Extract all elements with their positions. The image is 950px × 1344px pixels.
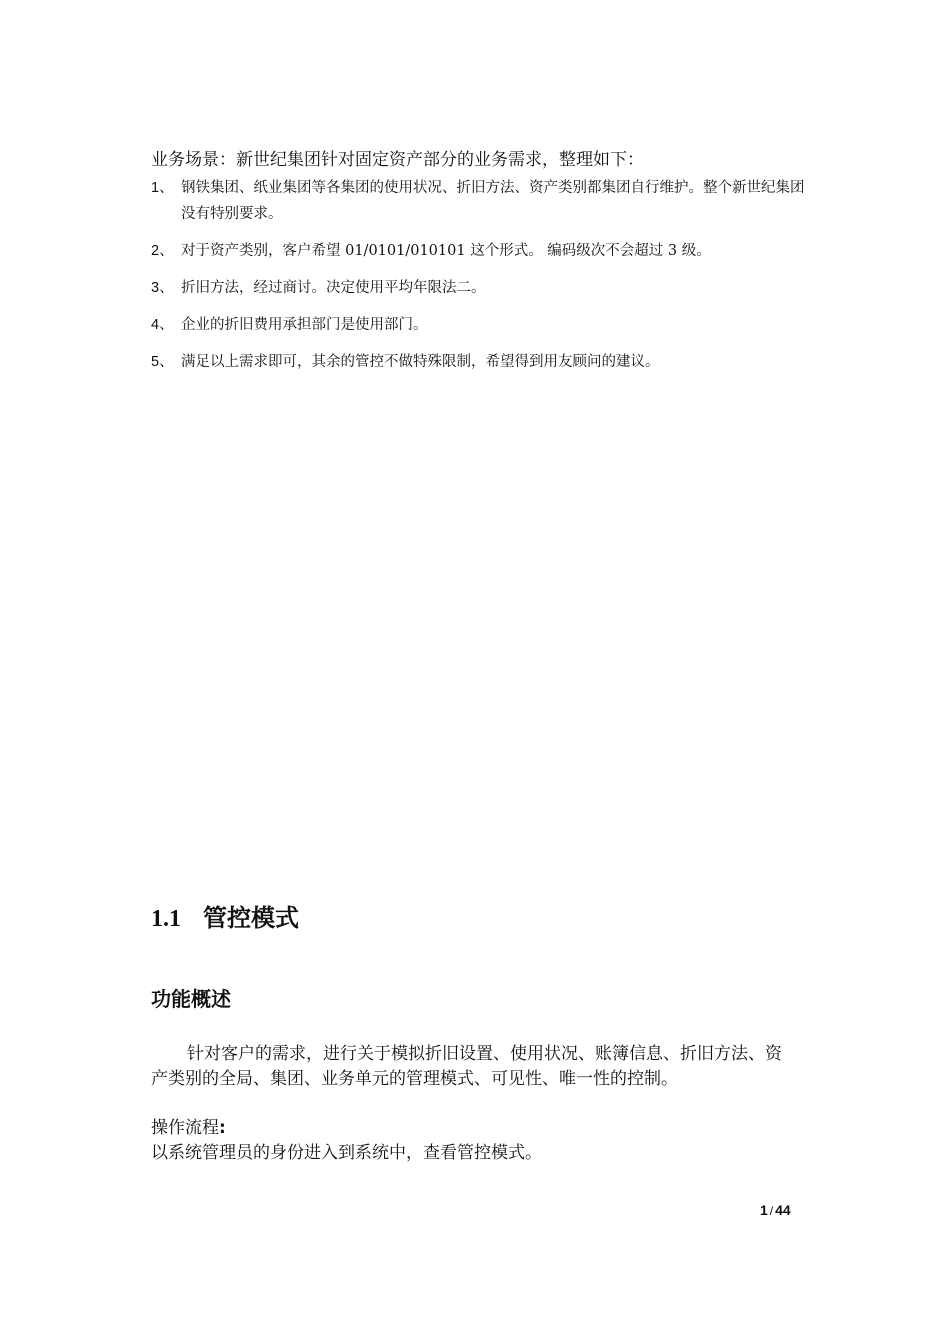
flow-text: 以系统管理员的身份进入到系统中，查看管控模式。 <box>151 1143 542 1163</box>
item-text: 企业的折旧费用承担部门是使用部门。 <box>181 317 428 333</box>
list-item <box>151 275 811 301</box>
page-separator: / <box>769 1204 774 1218</box>
overview-paragraph: 针对客户的需求，进行关于模拟折旧设置、使用状况、账簿信息、折旧方法、资产类别的全局、集团、业务单元的管理模式、可见性、唯一性的控制。 <box>151 1044 782 1089</box>
requirements-list <box>151 175 811 386</box>
list-item <box>151 175 811 227</box>
flow-label-colon: : <box>219 1118 226 1138</box>
subsection-heading: 功能概述 <box>151 987 231 1011</box>
list-item <box>151 312 811 338</box>
item-number: 4、 <box>151 317 174 333</box>
list-item <box>151 238 811 264</box>
item-number: 2、 <box>151 243 174 259</box>
item-text: 对于资产类别，客户希望 01/0101/010101 这个形式。 编码级次不会超过 3 级。 <box>181 243 711 259</box>
item-text: 满足以上需求即可，其余的管控不做特殊限制，希望得到用友顾问的建议。 <box>181 354 660 370</box>
item-text: 钢铁集团、纸业集团等各集团的使用状况、折旧方法、资产类别都集团自行维护。整个新世纪集团没有特别要求。 <box>181 180 805 222</box>
page-number <box>760 1202 791 1218</box>
flow-label-text: 操作流程 <box>151 1118 219 1138</box>
item-number: 1、 <box>151 180 174 196</box>
page-current: 1 <box>760 1202 768 1218</box>
section-number: 1.1 <box>151 906 181 932</box>
section-title: 管控模式 <box>203 903 299 932</box>
page-total: 44 <box>775 1202 791 1218</box>
flow-label <box>151 1116 226 1141</box>
item-number: 3、 <box>151 280 174 296</box>
section-heading <box>151 898 299 933</box>
item-number: 5、 <box>151 354 174 370</box>
intro-text: 业务场景：新世纪集团针对固定资产部分的业务需求，整理如下： <box>151 150 644 170</box>
list-item <box>151 349 811 375</box>
item-text: 折旧方法，经过商讨。决定使用平均年限法二。 <box>181 280 486 296</box>
